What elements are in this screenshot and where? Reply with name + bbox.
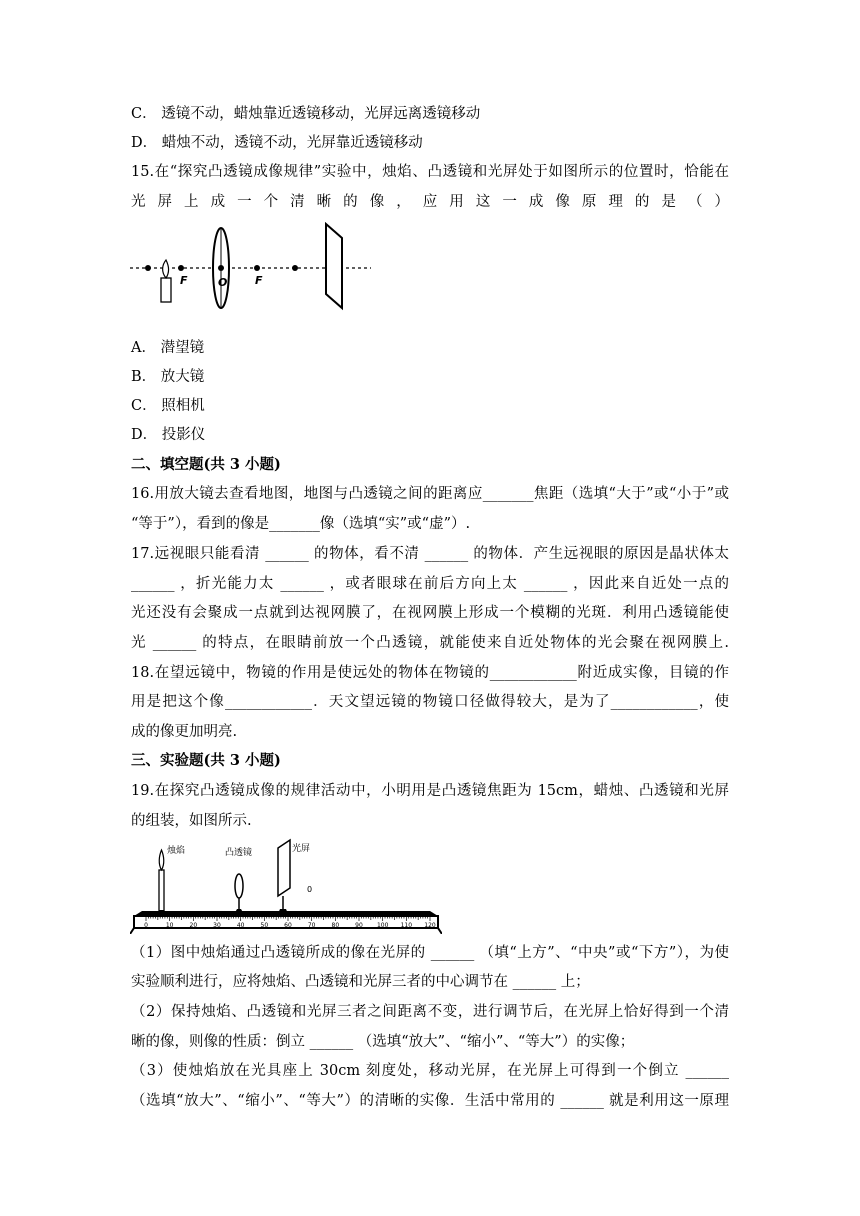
ruler-tick-label: 80: [331, 922, 340, 929]
ruler-tick-label: 100: [376, 922, 389, 929]
label-screen: 光屏: [292, 844, 311, 854]
q16-line2: “等于”），看到的像是_______像（选填“实”或“虚”）.: [131, 516, 471, 532]
q19-sub2-line1: （2）保持烛焰、凸透镜和光屏三者之间距离不变，进行调节后，在光屏上恰好得到一个清: [131, 1004, 729, 1020]
label-o: O: [218, 276, 228, 289]
q18-line3: 成的像更加明亮.: [131, 724, 238, 740]
q15-option-a: A． 潜望镜: [131, 340, 205, 356]
q14-option-d: D． 蜡烛不动，透镜不动，光屏靠近透镜移动: [131, 135, 423, 151]
q15-figure: [128, 222, 373, 312]
ruler-tick-label: 50: [260, 922, 269, 929]
q19-sub3-line1: （3）使烛焰放在光具座上 30cm 刻度处，移动光屏，在光屏上可得到一个倒立 ______: [131, 1063, 729, 1079]
ruler-tick-label: 70: [307, 922, 316, 929]
q15-stem-line1: 15.在“探究凸透镜成像规律”实验中，烛焰、凸透镜和光屏处于如图所示的位置时，恰能在: [131, 164, 729, 180]
q15-option-d: D． 投影仪: [131, 427, 206, 443]
section3-title: 三、实验题(共 3 小题): [131, 752, 281, 769]
ruler-tick-label: 90: [355, 922, 363, 929]
q15-option-b: B． 放大镜: [131, 369, 205, 385]
ruler-tick-label: 40: [236, 922, 245, 929]
section2-title: 二、填空题(共 3 小题): [131, 456, 281, 473]
q19-sub3-line2: （选填“放大”、“缩小”、“等大”）的清晰的实像．生活中常用的 ______ 就是利用这一原理: [131, 1093, 729, 1109]
ruler-tick-label: 20: [189, 922, 198, 929]
q19-line2: 的组装，如图所示.: [131, 813, 252, 829]
ruler-tick-label: 110: [400, 922, 413, 929]
q17-line2: ______ ，折光能力太 ______ ，或者眼球在前后方向上太 ______ ，因此来自近处一点的: [131, 576, 729, 592]
label-candle: 烛焰: [167, 846, 186, 856]
label-lens: 凸透镜: [225, 848, 253, 858]
ruler-tick-label: 30: [213, 922, 221, 929]
label-f-left: F: [180, 274, 188, 287]
candle: [159, 870, 164, 912]
light-screen: [326, 224, 342, 308]
ruler-tick-label: 10: [165, 922, 174, 929]
q18-line2: 用是把这个像____________．天文望远镜的物镜口径做得较大，是为了____________，使: [131, 694, 729, 710]
q19-sub1-line2: 实验顺利进行，应将烛焰、凸透镜和光屏三者的中心调节在 ______ 上；: [131, 974, 590, 990]
convex-lens: [235, 874, 243, 898]
q18-line1: 18.在望远镜中，物镜的作用是使远处的物体在物镜的____________附近成实像，目镜的作: [131, 665, 729, 681]
candle-flame: [163, 260, 169, 278]
screen-mark: 0: [307, 885, 313, 894]
q17-line1: 17.远视眼只能看清 ______ 的物体，看不清 ______ 的物体．产生远视眼的原因是晶状体太: [131, 546, 729, 562]
q17-line3: 光还没有会聚成一点就到达视网膜了，在视网膜上形成一个模糊的光斑．利用凸透镜能使: [131, 605, 729, 621]
q16-line1: 16.用放大镜去查看地图，地图与凸透镜之间的距离应_______焦距（选填“大于”或“小于”或: [131, 486, 729, 502]
q17-line4: 光 ______ 的特点，在眼睛前放一个凸透镜，就能使来自近处物体的光会聚在视网膜上.: [131, 635, 729, 651]
q19-line1: 19.在探究凸透镜成像的规律活动中，小明用是凸透镜焦距为 15cm，蜡烛、凸透镜和光屏: [131, 783, 729, 799]
ruler-tick-label: 60: [284, 922, 292, 929]
q15-stem-line2: 光 屏 上 成 一 个 清 晰 的 像 ， 应 用 这 一 成 像 原 理 的 是 （ ）: [131, 194, 729, 210]
q19-figure: [130, 838, 442, 934]
q19-sub1-line1: （1）图中烛焰通过凸透镜所成的像在光屏的 ______ （填“上方”、“中央”或“下方”），为使: [131, 945, 729, 961]
q14-option-c: C． 透镜不动，蜡烛靠近透镜移动，光屏远离透镜移动: [131, 106, 481, 122]
q19-sub2-line2: 晰的像，则像的性质：倒立 ______ （选填“放大”、“缩小”、“等大”）的实像；: [131, 1034, 635, 1050]
light-screen: [278, 840, 290, 896]
q15-option-c: C． 照相机: [131, 398, 205, 414]
ruler-tick-label: 120: [424, 922, 436, 929]
label-f-right: F: [255, 274, 263, 287]
ruler-tick-label: 0: [144, 922, 148, 929]
candle: [161, 278, 171, 302]
candle-flame: [159, 850, 164, 870]
